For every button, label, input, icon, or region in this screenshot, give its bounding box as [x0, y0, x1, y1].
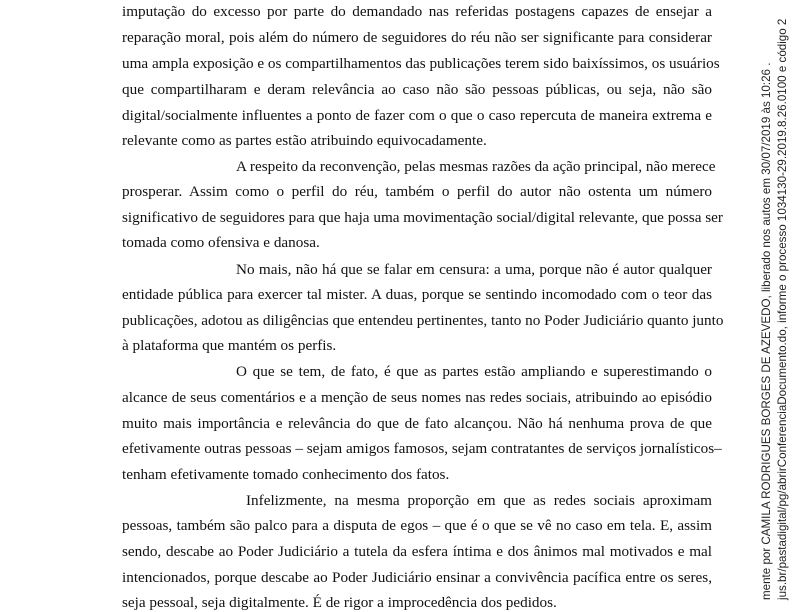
text-line: tomada como ofensiva e danosa. — [122, 234, 320, 251]
text-line: uma ampla exposição e os compartilhamentos das publicações terem sido baixíssimos, os usuários — [122, 55, 720, 72]
text-line: sendo, descabe ao Poder Judiciário a tutela da esfera íntima e dos ânimos mal motivados e mal — [122, 543, 712, 560]
text-line: imputação do excesso por parte do demandado nas referidas postagens capazes de ensejar a — [122, 3, 712, 20]
text-line: que compartilharam e deram relevância ao caso não são pessoas públicas, ou seja, não são — [122, 81, 712, 98]
paragraph-first-line: A respeito da reconvenção, pelas mesmas razões da ação principal, não merece — [236, 158, 716, 175]
text-line: efetivamente outras pessoas – sejam amigos famosos, sejam contratantes de serviços jornalísticos– — [122, 440, 722, 457]
paragraph-first-line: Infelizmente, na mesma proporção em que as redes sociais aproximam — [246, 492, 712, 509]
text-line: intencionados, porque descabe ao Poder Judiciário ensinar a convivência pacífica entre os seres, — [122, 569, 712, 586]
text-line: publicações, adotou as diligências que entendeu pertinentes, tanto no Poder Judiciário quanto junto — [122, 312, 724, 329]
text-line: à plataforma que mantém os perfis. — [122, 337, 337, 354]
paragraph-first-line: O que se tem, de fato, é que as partes estão ampliando e superestimando o — [236, 363, 712, 380]
text-line: seja pessoal, seja digitalmente. É de rigor a improcedência dos pedidos. — [122, 594, 557, 611]
text-line: entidade pública para exercer tal mister. A duas, porque se sentindo incomodado com o teor das — [122, 286, 712, 303]
text-line: reparação moral, pois além do número de seguidores do réu não ser significante para considerar — [122, 29, 712, 46]
text-line: pessoas, também são palco para a disputa de egos – que é o que se vê no caso em tela. E, assim — [122, 517, 712, 534]
text-line: alcance de seus comentários e a menção de seus nomes nas redes sociais, atribuindo ao episódio — [122, 389, 712, 406]
paragraph-first-line: No mais, não há que se falar em censura: a uma, porque não é autor qualquer — [236, 261, 712, 278]
text-line: muito mais importância e relevância do que de fato alcançou. Não há nenhuma prova de que — [122, 415, 712, 432]
verification-stamp-line: jus.br/pastadigital/pg/abrirConferenciaDocumento.do, informe o processo 1034130-29.2019.8.26.0100 e código 2 — [776, 18, 789, 600]
text-line: digital/socialmente influentes a ponto de fazer com o que o caso repercuta de maneira extrema e — [122, 107, 712, 124]
text-line: relevante como as partes estão atribuindo equivocadamente. — [122, 132, 487, 149]
text-line: prosperar. Assim como o perfil do réu, também o perfil do autor não ostenta um número — [122, 183, 712, 200]
text-line: tenham efetivamente tomado conhecimento dos fatos. — [122, 466, 450, 483]
text-line: significativo de seguidores para que haja uma movimentação social/digital relevante, que possa ser — [122, 209, 723, 226]
signature-stamp-line: mente por CAMILA RODRIGUES BORGES DE AZEVEDO, liberado nos autos em 30/07/2019 às 10:26 . — [760, 62, 773, 600]
